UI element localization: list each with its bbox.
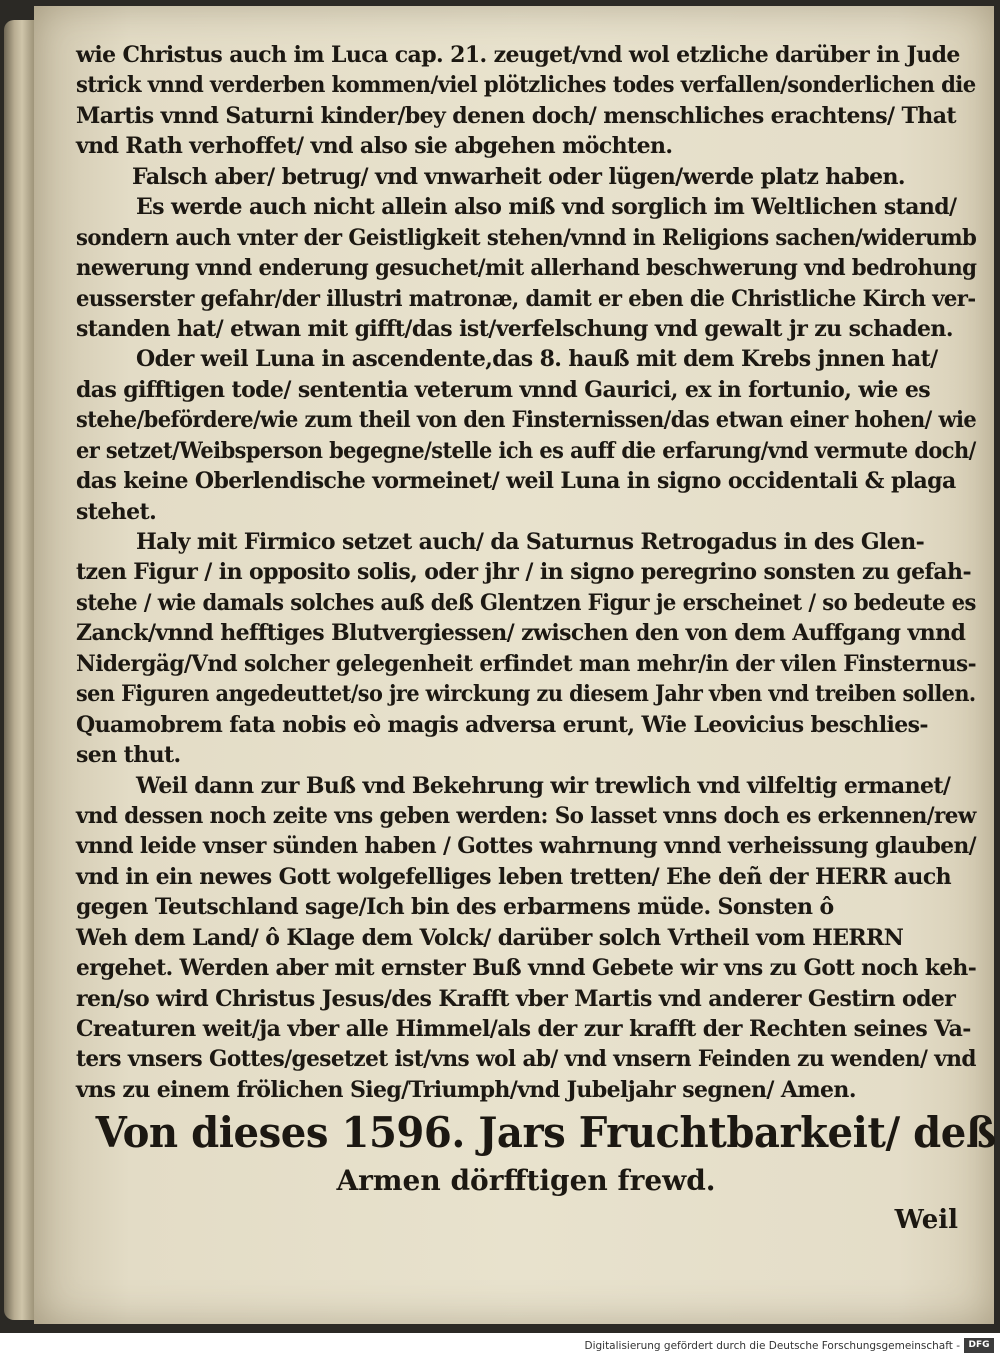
text-line: vnnd leide vnser sünden haben / Gottes wahrnung vnnd verheissung glauben/ bbox=[76, 833, 976, 860]
text-line: Falsch aber/ betrug/ vnd vnwarheit oder lügen/werde platz haben. bbox=[132, 163, 905, 190]
text-line: sondern auch vnter der Geistligkeit stehen/vnnd in Religions sachen/widerumb bbox=[76, 224, 977, 251]
section-subheading: Armen dörfftigen frewd. bbox=[336, 1164, 716, 1198]
book-binding bbox=[4, 20, 34, 1320]
text-line: stehet. bbox=[76, 498, 157, 525]
text-line: Oder weil Luna in ascendente,das 8. hauß mit dem Krebs jnnen hat/ bbox=[136, 346, 938, 373]
text-line: das keine Oberlendische vormeinet/ weil Luna in signo occidentali & plaga bbox=[76, 468, 956, 495]
text-line: Haly mit Firmico setzet auch/ da Saturnus Retrogadus in des Glen- bbox=[136, 529, 925, 555]
text-line: Weil dann zur Buß vnd Bekehrung wir trewlich vnd vilfeltig ermanet/ bbox=[136, 772, 951, 799]
text-line: stehe/befördere/wie zum theil von den Finsternissen/das etwan einer hohen/ wie bbox=[76, 407, 977, 434]
text-line: Quamobrem fata nobis eò magis adversa erunt, Wie Leovicius beschlies- bbox=[76, 711, 928, 738]
footer-bar bbox=[0, 1333, 1000, 1360]
text-line: tzen Figur / in opposito solis, oder jhr / in signo peregrino sonsten zu gefah- bbox=[76, 559, 971, 586]
text-line: ergehet. Werden aber mit ernster Buß vnnd Gebete wir vns zu Gott noch keh- bbox=[76, 955, 977, 982]
text-line: strick vnnd verderben kommen/viel plötzliches todes verfallen/sonderlichen die bbox=[76, 72, 976, 99]
text-line: ters vnsers Gottes/gesetzet ist/vns wol ab/ vnd vnsern Feinden zu wenden/ vnd bbox=[76, 1046, 976, 1073]
text-line: Creaturen weit/ja vber alle Himmel/als der zur krafft der Rechten seines Va- bbox=[76, 1016, 971, 1042]
text-line: Nidergäg/Vnd solcher gelegenheit erfindet man mehr/in der vilen Finsternus- bbox=[76, 650, 977, 677]
text-line: wie Christus auch im Luca cap. 21. zeuget/vnd wol etzliche darüber in Jude bbox=[76, 42, 960, 68]
text-line: er setzet/Weibsperson begegne/stelle ich es auff die erfarung/vnd vermute doch/ bbox=[76, 437, 976, 464]
text-line: newerung vnnd enderung gesuchet/mit allerhand beschwerung vnd bedrohung bbox=[76, 255, 977, 282]
page-text-block bbox=[76, 40, 996, 1236]
text-line: Zanck/vnnd hefftiges Blutvergiessen/ zwischen den von dem Auffgang vnnd bbox=[76, 620, 966, 647]
text-line: Es werde auch nicht allein also miß vnd sorglich im Weltlichen stand/ bbox=[136, 194, 957, 221]
text-line: Weh dem Land/ ô Klage dem Volck/ darüber solch Vrtheil vom HERRN bbox=[76, 924, 904, 951]
text-line: Martis vnnd Saturni kinder/bey denen doch/ menschliches erachtens/ That bbox=[76, 102, 956, 129]
text-line: gegen Teutschland sage/Ich bin des erbarmens müde. Sonsten ô bbox=[76, 894, 834, 921]
text-line: vns zu einem frölichen Sieg/Triumph/vnd Jubeljahr segnen/ Amen. bbox=[76, 1076, 856, 1103]
text-line: sen Figuren angedeuttet/so jre wirckung zu diesem Jahr vben vnd treiben sollen. bbox=[76, 681, 976, 708]
text-line: eusserster gefahr/der illustri matronæ, damit er eben die Christliche Kirch ver- bbox=[76, 285, 976, 312]
text-line: vnd Rath verhoffet/ vnd also sie abgehen möchten. bbox=[76, 133, 673, 160]
text-line: vnd in ein newes Gott wolgefelliges leben tretten/ Ehe deñ der HERR auch bbox=[76, 863, 952, 890]
text-line: stehe / wie damals solches auß deß Glentzen Figur je erscheinet / so bedeute es bbox=[76, 589, 976, 616]
section-heading: Von dieses 1596. Jars Fruchtbarkeit/ deß bbox=[95, 1108, 996, 1158]
text-line: ren/so wird Christus Jesus/des Krafft vber Martis vnd anderer Gestirn oder bbox=[76, 985, 956, 1012]
text-line: das gifftigen tode/ sententia veterum vnnd Gaurici, ex in fortunio, wie es bbox=[76, 376, 931, 403]
catchword: Weil bbox=[894, 1205, 958, 1236]
text-line: sen thut. bbox=[76, 742, 181, 769]
text-line: vnd dessen noch zeite vns geben werden: So lasset vnns doch es erkennen/rew bbox=[76, 802, 976, 829]
dfg-logo: DFG bbox=[964, 1338, 994, 1353]
funding-credit: Digitalisierung gefördert durch die Deutsche Forschungsgemeinschaft - bbox=[584, 1340, 960, 1352]
text-line: standen hat/ etwan mit gifft/das ist/verfelschung vnd gewalt jr zu schaden. bbox=[76, 315, 953, 342]
